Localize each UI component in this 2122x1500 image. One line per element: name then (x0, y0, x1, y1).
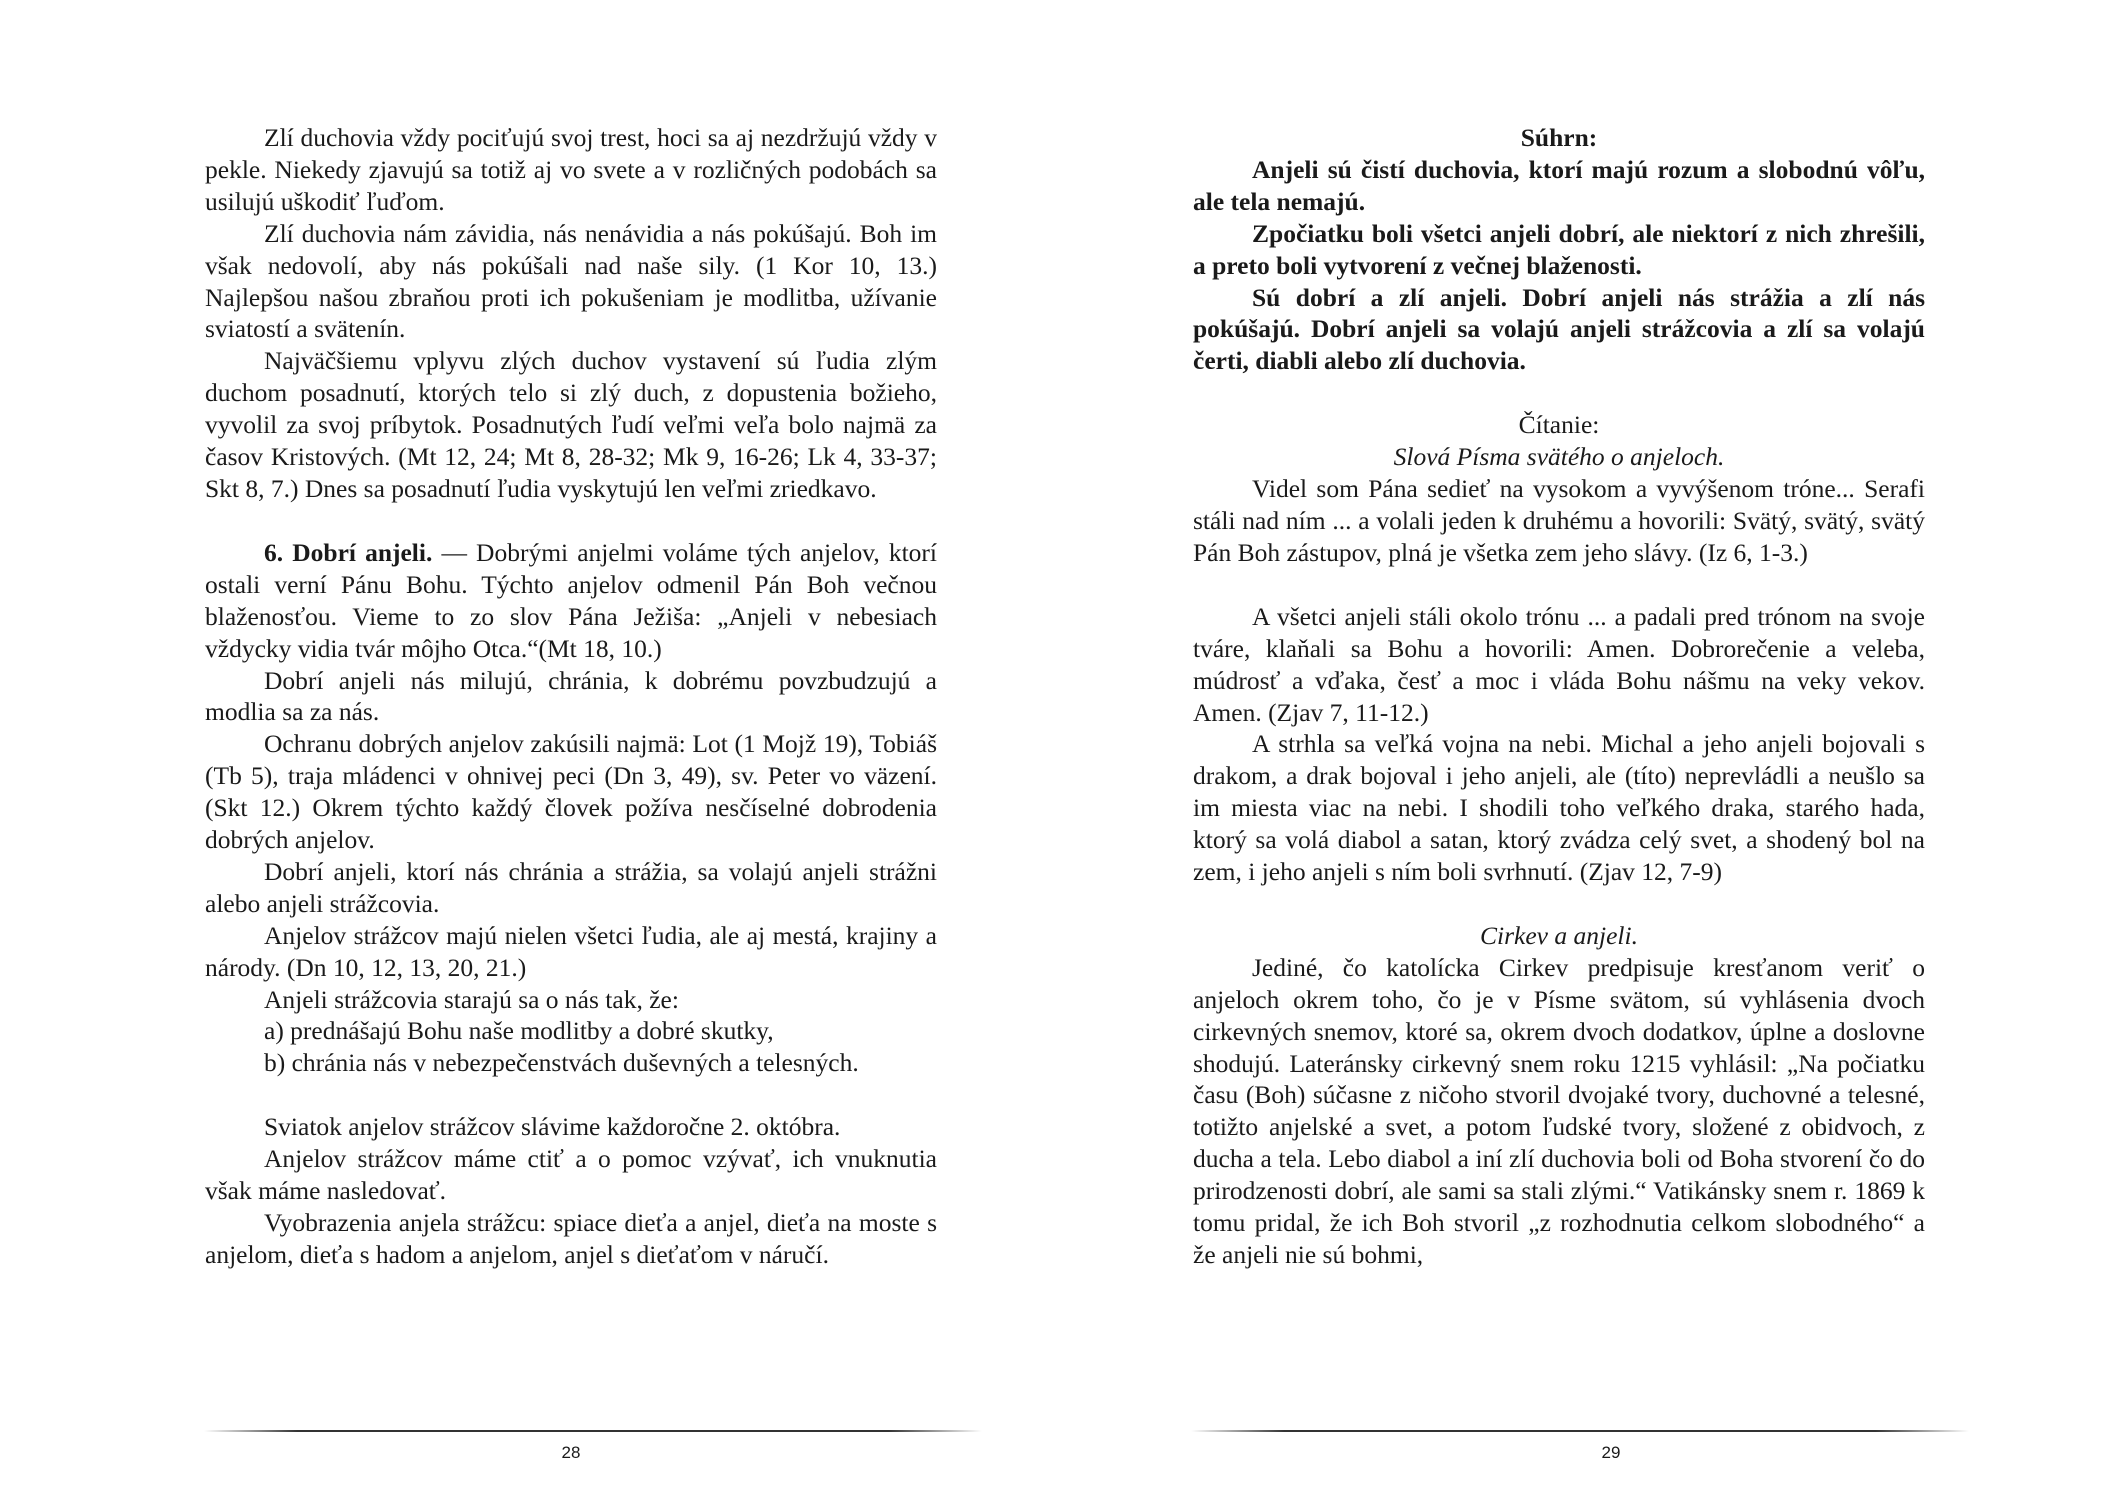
spacer (1193, 888, 1925, 920)
paragraph: Ochranu dobrých anjelov zakúsili najmä: Lot (1 Mojž 19), Tobiáš (Tb 5), traja mládenci v ohnivej peci (Dn 3, 49), sv. Peter vo väzení. (Skt 12.) Okrem týchto každý človek požíva nesčíselné dobrodenia dobrých anjelov. (205, 729, 937, 855)
section-paragraph-good-angels (205, 537, 937, 665)
paragraph: Vyobrazenia anjela strážcu: spiace dieťa a anjel, dieťa na moste s anjelom, dieťa s hadom a anjelom, anjel s dieťaťom v náručí. (205, 1208, 937, 1269)
spacer (205, 505, 937, 537)
section-intro: — Dobrými anjelmi voláme tých anjelov, ktorí ostali verní Pánu Bohu. Týchto anjelov odmenil Pán Boh večnou blaženosťou. Vieme to zo slov Pána Ježiša: „Anjeli v nebesiach vždycky vidia tvár môjho Otca.“(Mt 18, 10.) (205, 537, 937, 663)
paragraph: Anjelov strážcov majú nielen všetci ľudia, ale aj mestá, krajiny a národy. (Dn 10, 12, 13, 20, 21.) (205, 920, 937, 982)
paragraph: Sviatok anjelov strážcov slávime každoročne 2. októbra. (264, 1112, 841, 1142)
paragraph: Zlí duchovia nám závidia, nás nenávidia a nás pokúšajú. Boh im však nedovolí, aby nás pokúšali nad naše sily. (1 Kor 10, 13.) Najlepšou našou zbraňou proti ich pokušeniam je modlitba, užívanie sviatostí a svätenín. (205, 218, 937, 344)
summary-paragraph: Sú dobrí a zlí anjeli. Dobrí anjeli nás strážia a zlí nás pokúšajú. Dobrí anjeli sa volajú anjeli strážcovia a zlí sa volajú čerti, diabli alebo zlí duchovia. (1193, 282, 1925, 376)
spacer (205, 1079, 937, 1111)
left-page-text (205, 122, 937, 1271)
summary-title: Súhrn: (1520, 123, 1598, 152)
church-subtitle: Cirkev a anjeli. (1480, 920, 1638, 950)
summary-paragraph: Anjeli sú čistí duchovia, ktorí majú rozum a slobodnú vôľu, ale tela nemajú. (1193, 154, 1925, 216)
paragraph: Anjelov strážcov máme ctiť a o pomoc vzývať, ich vnuknutia však máme nasledovať. (205, 1144, 937, 1206)
reading-paragraph: A všetci anjeli stáli okolo trónu ... a padali pred trónom na svoje tváre, klaňali sa Bohu a hovorili: Amen. Dobrorečenie a veleba, múdrosť a vďaka, česť a moc i vláda Bohu nášmu na veky vekov. Amen. (Zjav 7, 11-12.) (1193, 601, 1925, 727)
summary-paragraph: Zpočiatku boli všetci anjeli dobrí, ale niektorí z nich zhrešili, a preto boli vytvorení z večnej blaženosti. (1193, 218, 1925, 280)
reading-paragraph: Videl som Pána sedieť na vysokom a vyvýšenom tróne... Serafi stáli nad ním ... a volali jeden k druhému a hovorili: Svätý, svätý, svätý Pán Boh zástupov, plná je všetka zem jeho slávy. (Iz 6, 1-3.) (1193, 474, 1925, 567)
reading-label: Čítanie: (1518, 410, 1600, 440)
paragraph: Anjeli strážcovia starajú sa o nás tak, že: (264, 984, 679, 1014)
paragraph: Najväčšiemu vplyvu zlých duchov vystavení sú ľudia zlým duchom posadnutí, ktorých telo si zlý duch, z dopustenia božieho, vyvolil za svoj príbytok. Posadnutých ľudí veľmi veľa bolo najmä za časov Kristových. (Mt 12, 24; Mt 8, 28-32; Mk 9, 16-26; Lk 4, 33-37; Skt 8, 7.) Dnes sa posadnutí ľudia vyskytujú len veľmi zriedkavo. (205, 346, 937, 503)
right-page (1061, 0, 2122, 1500)
paragraph: Dobrí anjeli nás milujú, chránia, k dobrému povzbudzujú a modlia sa za nás. (205, 665, 937, 727)
paragraph: Dobrí anjeli, ktorí nás chránia a strážia, sa volajú anjeli strážni alebo anjeli strážcovia. (205, 856, 937, 918)
spacer (1193, 569, 1925, 601)
spacer (1193, 377, 1925, 409)
reading-subtitle: Slová Písma svätého o anjeloch. (1393, 442, 1725, 472)
section-heading: 6. Dobrí anjeli. (264, 537, 433, 567)
footer-rule (204, 1430, 982, 1432)
list-item: b) chránia nás v nebezpečenstvách duševných a telesných. (264, 1048, 859, 1078)
right-page-text (1193, 122, 1925, 1271)
paragraph: Zlí duchovia vždy pociťujú svoj trest, hoci sa aj nezdržujú vždy v pekle. Niekedy zjavujú sa totiž aj vo svete a v rozličných podobách sa usilujú uškodiť ľuďom. (205, 123, 937, 216)
page-number: 29 (1601, 1443, 1621, 1462)
church-paragraph: Jediné, čo katolícka Cirkev predpisuje kresťanom veriť o anjeloch okrem toho, čo je v Písme svätom, sú vyhlásenia dvoch cirkevných snemov, ktoré sa, okrem dvoch dodatkov, úplne a doslovne shodujú. Lateránsky cirkevný snem roku 1215 vyhlásil: „Na počiatku času (Boh) súčasne z ničoho stvoril dvojaké tvory, duchovné a telesné, totižto anjelské a svet, a potom ľudské tvory, složené z obidvoch, z ducha a tela. Lebo diabol a iní zlí duchovia boli od Boha stvorení čo do prirodzenosti dobrí, ale sami sa stali zlými.“ Vatikánsky snem r. 1869 k tomu pridal, že ich Boh stvoril „z rozhodnutia celkom slobodného“ a že anjeli nie sú bohmi, (1193, 952, 1925, 1269)
page-number: 28 (561, 1443, 581, 1462)
reading-paragraph: A strhla sa veľká vojna na nebi. Michal a jeho anjeli bojovali s drakom, a drak bojoval i jeho anjeli, ale (títo) neprevládli a neušlo sa im miesta viac na nebi. I shodili toho veľkého draka, starého hada, ktorý sa volá diabol a satan, ktorý zvádza celý svet, a shodený bol na zem, i jeho anjeli s ním boli svrhnutí. (Zjav 12, 7-9) (1193, 729, 1925, 887)
footer-rule (1191, 1430, 1969, 1432)
list-item: a) prednášajú Bohu naše modlitby a dobré skutky, (264, 1016, 774, 1046)
